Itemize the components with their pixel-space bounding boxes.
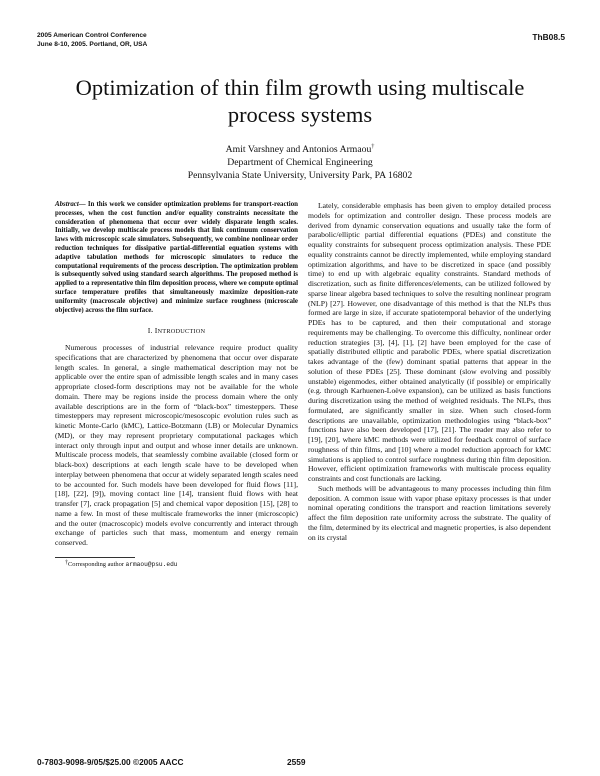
- section-heading-introduction: [55, 326, 298, 337]
- footnote-email: armaou@psu.edu: [125, 560, 178, 568]
- section-heading-rest: NTRODUCTION: [157, 328, 206, 336]
- right-paragraph-1: Lately, considerable emphasis has been given to employ detailed process models for optimization and controller design. These process models are derived from dynamic conservation equations and usually take the form of parabolic/elliptic partial differential equations (PDEs) and constitute the equality constraints for subsequent process optimization analysis. These PDE equality constraints cannot be directly implemented, while employing standard optimization algorithms, and have to be discretized in space (and possibly time) to end up with algebraic equality constraints. Standard methods of discretization, such as finite differences/elements, can be utilized followed by sparse linear algebra based techniques to solve the resulting nonlinear program (NLP) [27]. However, one disadvantage of this method is that the NLPs thus formed are large in size, if accurate spatiotemporal behavior of the underlying PDEs has to be captured, and then their computational and storage requirements may be challenging. To overcome this difficulty, nonlinear order reduction strategies [3], [4], [1], [2] have been employed for the case of spatially distributed elliptic and parabolic PDEs, where spatial discretization takes advantage of the (few) dominant spatial patterns that appear in the solution of these PDEs [25]. These dominant (slow evolving and possibly unstable) eigenmodes, either obtained analytically (if possible) or empirically (e.g. through Karhuenen-Loève expansion), can be utilized as basis functions during discretization using the method of weighted residuals. The NLPs, thus formulated, are significantly smaller in size. When such closed-form descriptions are unavailable, optimization methodologies using “black-box” functions have also been developed [17], [21]. The reader may also refer to [19], [20], where kMC methods were utilized for feedback control of surface roughness of thin films, and [10] where a model reduction approach for kMC simulations is applied to control surface roughness during thin film deposition. However, efficient optimization frameworks with multiscale process equality constraints and cost functionals are lacking.: [308, 201, 551, 483]
- left-column: [55, 201, 298, 569]
- conference-name: 2005 American Control Conference: [37, 32, 147, 39]
- title-line-2: process systems: [227, 102, 373, 127]
- abstract: [55, 201, 298, 315]
- right-paragraph-2: Such methods will be advantageous to many processes including thin film deposition. A common issue with vapor phase epitaxy processes is that under nominal operating conditions the transport and reaction limitations severely affect the film deposition rate uniformity across the substrate. The quality of the film, determined by its electrical and magnetic properties, is also dependent on its crystal: [308, 483, 551, 542]
- footnote-divider: [55, 557, 135, 558]
- abstract-label: Abstract—: [55, 201, 86, 208]
- conference-header: [37, 32, 147, 49]
- title-line-1: Optimization of thin film growth using multiscale: [75, 75, 525, 100]
- conference-date-place: June 8-10, 2005. Portland, OR, USA: [37, 40, 148, 48]
- abstract-text: In this work we consider optimization problems for transport-reaction processes, when the cost function and/or equality constraints necessitate the consideration of phenomena that occur over widely disparate length scales. Initially, we develop multiscale process models that link continuum conservation laws with microscopic scale simulators. Subsequently, we combine nonlinear order reduction techniques for dissipative partial-differential equation systems with adaptive tabulation methods for microscopic simulators to reduce the computational requirements of the process description. The optimization problem is subsequently solved using standard search algorithms. The proposed method is applied to a representative thin film deposition process, where we compute optimal surface temperature profiles that simultaneously maximize deposition-rate uniformity (macroscale objective) and minimize surface roughness (microscale objective) across the film surface.: [55, 201, 298, 314]
- footer-isbn: 0-7803-9098-9/05/$25.00 ©2005 AACC: [37, 757, 184, 767]
- author-names: Amit Varshney and Antonios Armaou: [225, 144, 372, 155]
- author-university: Pennsylvania State University, University Park, PA 16802: [187, 170, 413, 181]
- footnote: [55, 561, 298, 569]
- footnote-mark: †: [65, 559, 68, 566]
- author-department: Department of Chemical Engineering: [227, 157, 373, 168]
- page-number: 2559: [287, 757, 306, 767]
- author-block: [0, 143, 600, 182]
- footnote-text: Corresponding author: [68, 560, 126, 568]
- corresponding-mark: †: [371, 144, 375, 150]
- section-numeral: I. I: [147, 326, 158, 336]
- right-column: [308, 201, 551, 542]
- intro-paragraph: Numerous processes of industrial relevance require product quality specifications that are characterized by phenomena that occur over disparate length scales. In general, a single mathematical description may not be applicable over the entire span of admissible length scales and in many cases appropriate closed-form descriptions may not be available for the whole domain. There may be regions inside the process domain where the only available descriptions are in the form of “black-box” timesteppers. These timesteppers may represent microscopic/mesoscopic evolution rules such as kinetic Monte-Carlo (kMC), Lattice-Botzmann (LB) or Molecular Dynamics (MD), or they may represent proprietary computational packages which interact only through input and output and whose inner details are unknown. Multiscale process models, that seamlessly combine available (closed form or black-box) descriptions at each length scale have to be developed when interplay between phenomena that occur at widely separated length scales need to be accounted for. Such models have been developed for fluid flows [11], [18], [22], [9]), moving contact line [14], transient fluid flows with heat transfer [7], crack propagation [5] and chemical vapor deposition [15], [28] to name a few. In most of these multiscale frameworks the inner (microscopic) and the outer (macroscopic) models evolve concurrently and interact through exchange of particles such that mass, momentum and energy remain conserved.: [55, 343, 298, 548]
- paper-title: [0, 74, 600, 128]
- session-code: ThB08.5: [532, 32, 565, 42]
- author-names-line: [0, 143, 600, 156]
